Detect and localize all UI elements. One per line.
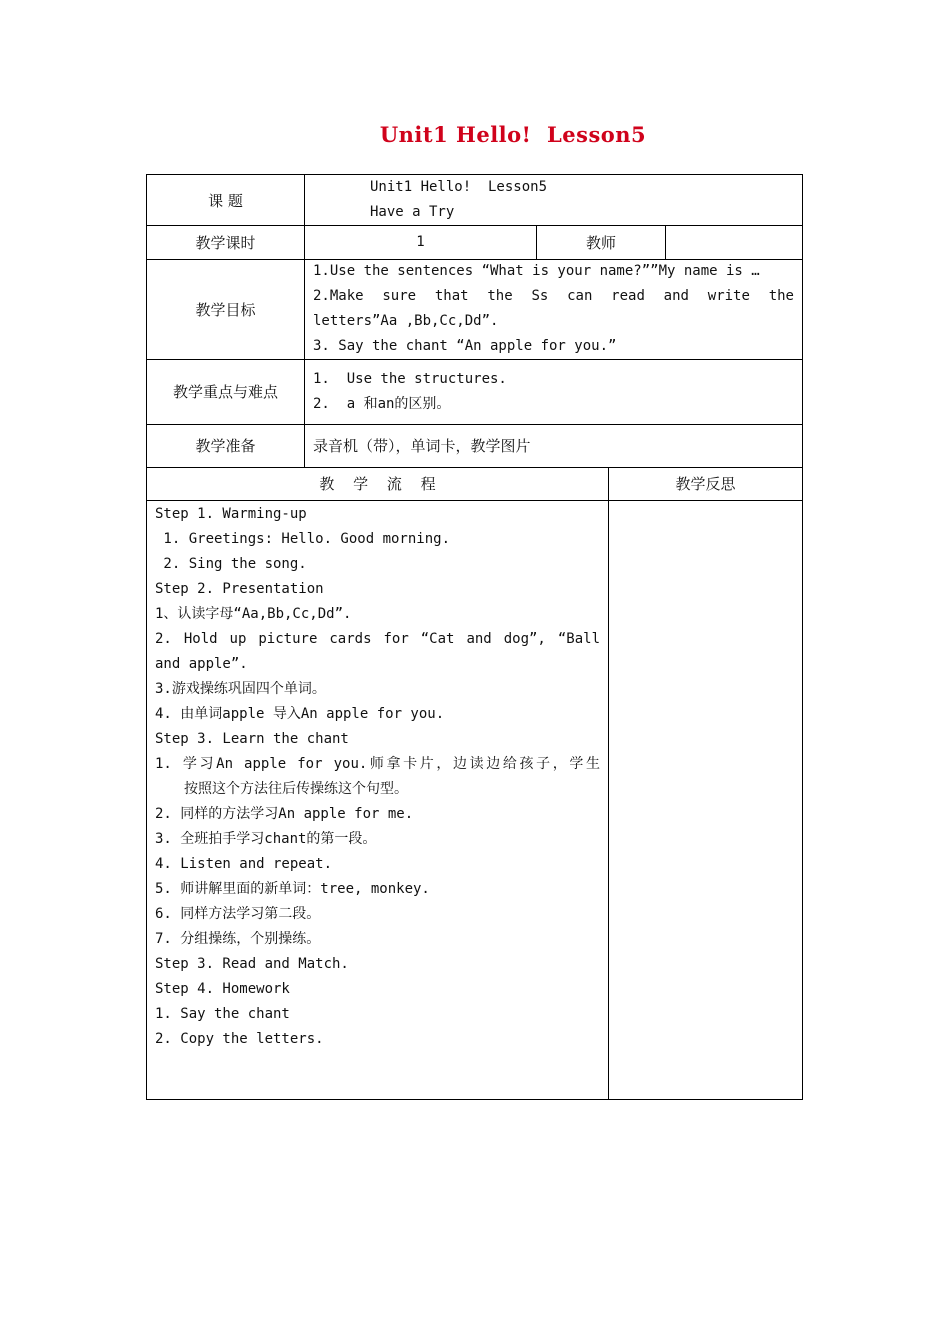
goal-line: 2.Make sure that the Ss can read and write the [313, 288, 794, 304]
procedure-line: 1. Say the chant [155, 1006, 290, 1022]
procedure-line: 2. 同样的方法学习An apple for me. [155, 806, 414, 822]
topic-line: Unit1 Hello! Lesson5 [370, 179, 548, 195]
goal-line: 3. Say the chant “An apple for you.” [313, 338, 617, 354]
prep-value: 录音机（带），单词卡，教学图片 [313, 437, 531, 455]
keypoint-line: 2. a 和an的区别。 [313, 396, 451, 412]
procedure-line: 3.游戏操练巩固四个单词。 [155, 681, 326, 697]
flow-header: 教 学 流 程 [319, 475, 436, 493]
procedure-line: 1、认读字母“Aa,Bb,Cc,Dd”. [155, 606, 352, 622]
procedure-line: 2. Sing the song. [155, 556, 307, 572]
procedure-line: and apple”. [155, 656, 248, 672]
page-title: Unit1 Hello! Lesson5 [379, 122, 647, 147]
procedure-line: 2. Copy the letters. [155, 1031, 324, 1047]
reflection-value [609, 501, 802, 1099]
procedure-list [155, 502, 600, 1052]
procedure-line: 2. Hold up picture cards for “Cat and dog”, “Ball [155, 631, 600, 647]
reflection-header: 教学反思 [675, 475, 736, 493]
goals-label: 教学目标 [195, 300, 256, 319]
keypoint-line: 1. Use the structures. [313, 371, 507, 387]
teacher-label: 教师 [585, 233, 616, 252]
goal-line: 1.Use the sentences “What is your name?””My name is … [313, 263, 760, 279]
procedure-line: 1. 学习An apple for you.师拿卡片，边读边给孩子，学生 [155, 756, 600, 772]
lesson-plan-table [146, 174, 803, 1100]
goals-value [313, 259, 794, 359]
goal-line: letters”Aa ,Bb,Cc,Dd”. [313, 313, 499, 329]
hours-label: 教学课时 [195, 233, 256, 252]
topic-label: 课 题 [208, 191, 243, 210]
procedure-line: 4. 由单词apple 导入An apple for you. [155, 706, 445, 722]
procedure-line: Step 3. Learn the chant [155, 731, 349, 747]
procedure-line: 4. Listen and repeat. [155, 856, 333, 872]
column-divider [304, 175, 305, 467]
hours-value: 1 [416, 233, 425, 250]
procedure-line: 7. 分组操练，个别操练。 [155, 931, 321, 947]
procedure-line: 5. 师讲解里面的新单词：tree, monkey. [155, 881, 430, 897]
procedure-line: Step 2. Presentation [155, 581, 324, 597]
procedure-line: 3. 全班拍手学习chant的第一段。 [155, 831, 377, 847]
procedure-line: 按照这个方法往后传操练这个句型。 [184, 781, 408, 797]
procedure-line: 1. Greetings: Hello. Good morning. [155, 531, 451, 547]
keypoints-label: 教学重点与难点 [172, 383, 278, 401]
topic-value [370, 175, 790, 225]
procedure-line: Step 4. Homework [155, 981, 290, 997]
procedure-line: Step 3. Read and Match. [155, 956, 349, 972]
prep-label: 教学准备 [195, 437, 256, 455]
keypoints-value [313, 367, 794, 417]
teacher-value [666, 225, 802, 259]
topic-line: Have a Try [370, 204, 455, 220]
procedure-line: 6. 同样方法学习第二段。 [155, 906, 321, 922]
procedure-line: Step 1. Warming-up [155, 506, 307, 522]
